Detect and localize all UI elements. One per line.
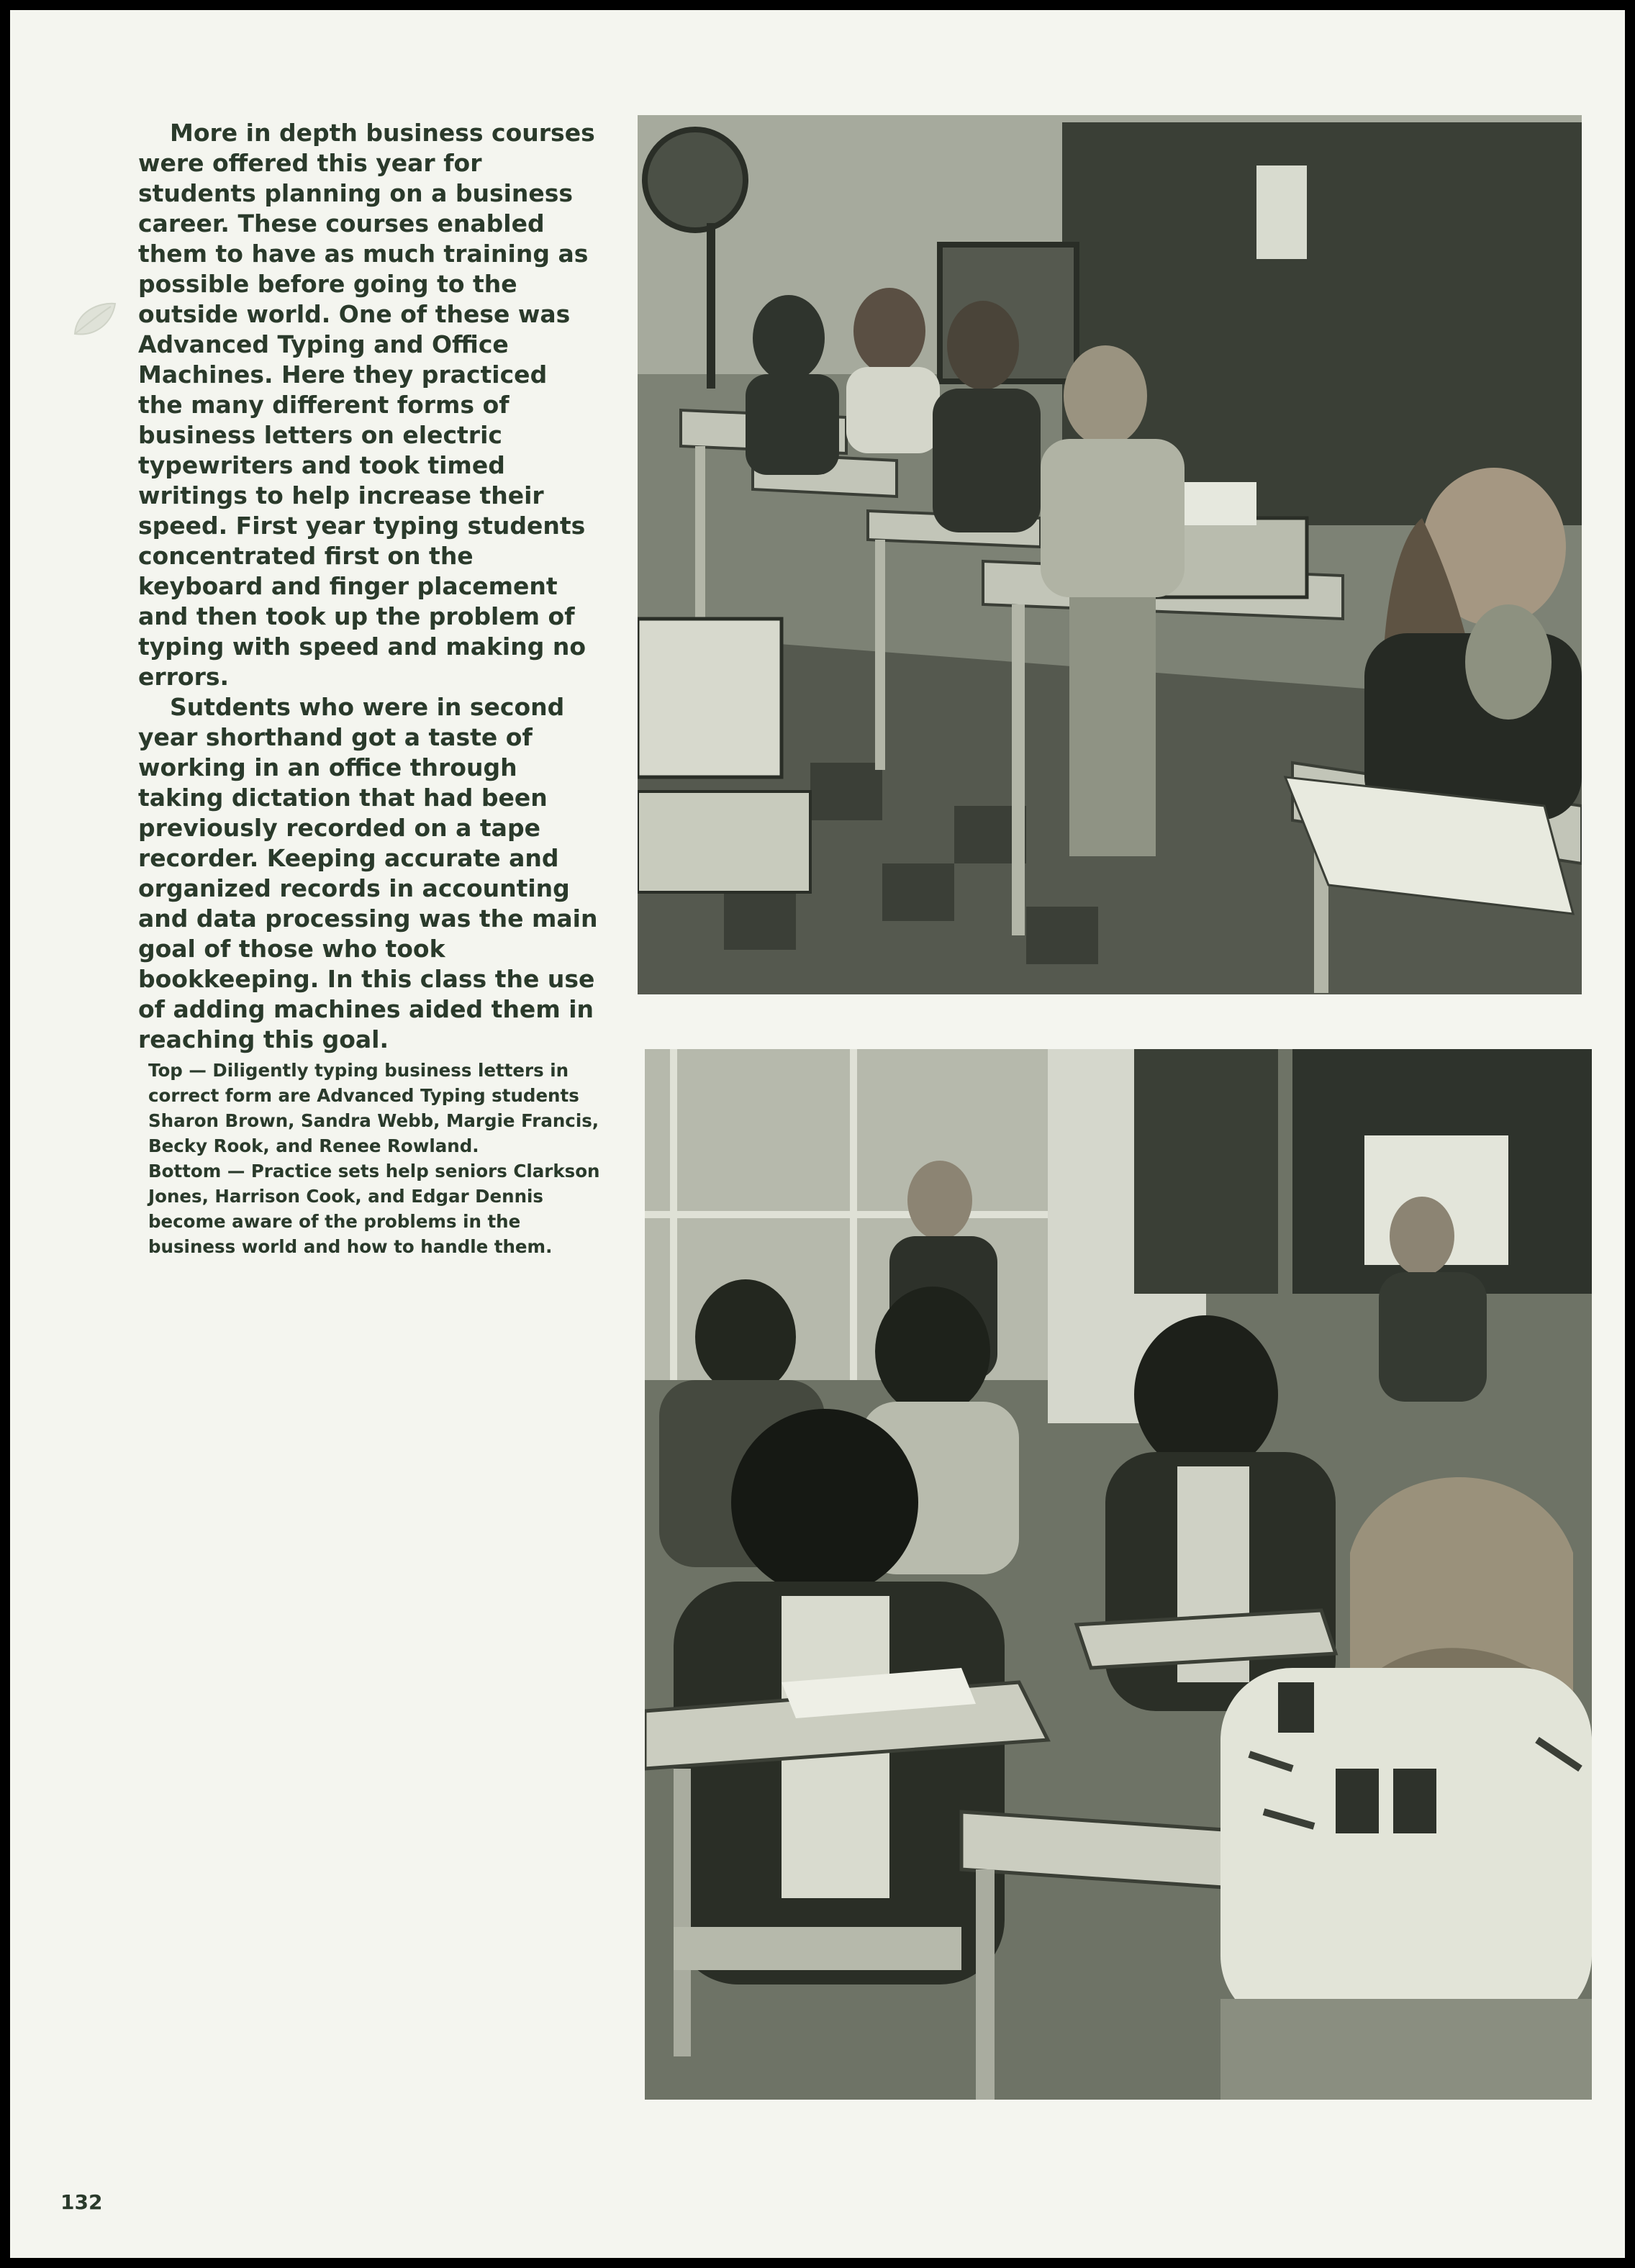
article-paragraph-1: More in depth business courses were offered this year for students planning on a business career. These courses enabled them to have as much training as possible before going to the outside world. One of these was Advanced Typing and Office Machines. Here they practiced the many different forms of business letters on electric typewriters and took timed writings to help increase their speed. First year typing students concentrated first on the keyboard and finger placement and then took up the problem of typing with speed and making no errors. bbox=[138, 119, 595, 691]
caption-top: Top — Diligently typing business letters in correct form are Advanced Typing students Sharon Brown, Sandra Webb, Margie Francis, Becky Rook, and Renee Rowland. bbox=[148, 1060, 599, 1156]
photo-caption bbox=[148, 1058, 609, 1259]
caption-bottom: Bottom — Practice sets help seniors Clarkson Jones, Harrison Cook, and Edgar Dennis become aware of the problems in the business world and how to handle them. bbox=[148, 1161, 600, 1257]
leaf-watermark-icon bbox=[69, 298, 119, 341]
typing-class-photo-illustration bbox=[638, 115, 1582, 994]
article-body bbox=[138, 118, 599, 1055]
page-number: 132 bbox=[60, 2190, 103, 2214]
yearbook-page bbox=[10, 10, 1625, 2258]
typing-class-photo bbox=[638, 115, 1582, 994]
article-paragraph-2: Sutdents who were in second year shorthand got a taste of working in an office through taking dictation that had been previously recorded on a tape recorder. Keeping accurate and organized records in accounting and data processing was the main goal of those who took bookkeeping. In this class the use of adding machines aided them in reaching this goal. bbox=[138, 693, 598, 1053]
practice-sets-class-photo bbox=[645, 1049, 1592, 2100]
practice-sets-class-photo-illustration bbox=[645, 1049, 1592, 2100]
